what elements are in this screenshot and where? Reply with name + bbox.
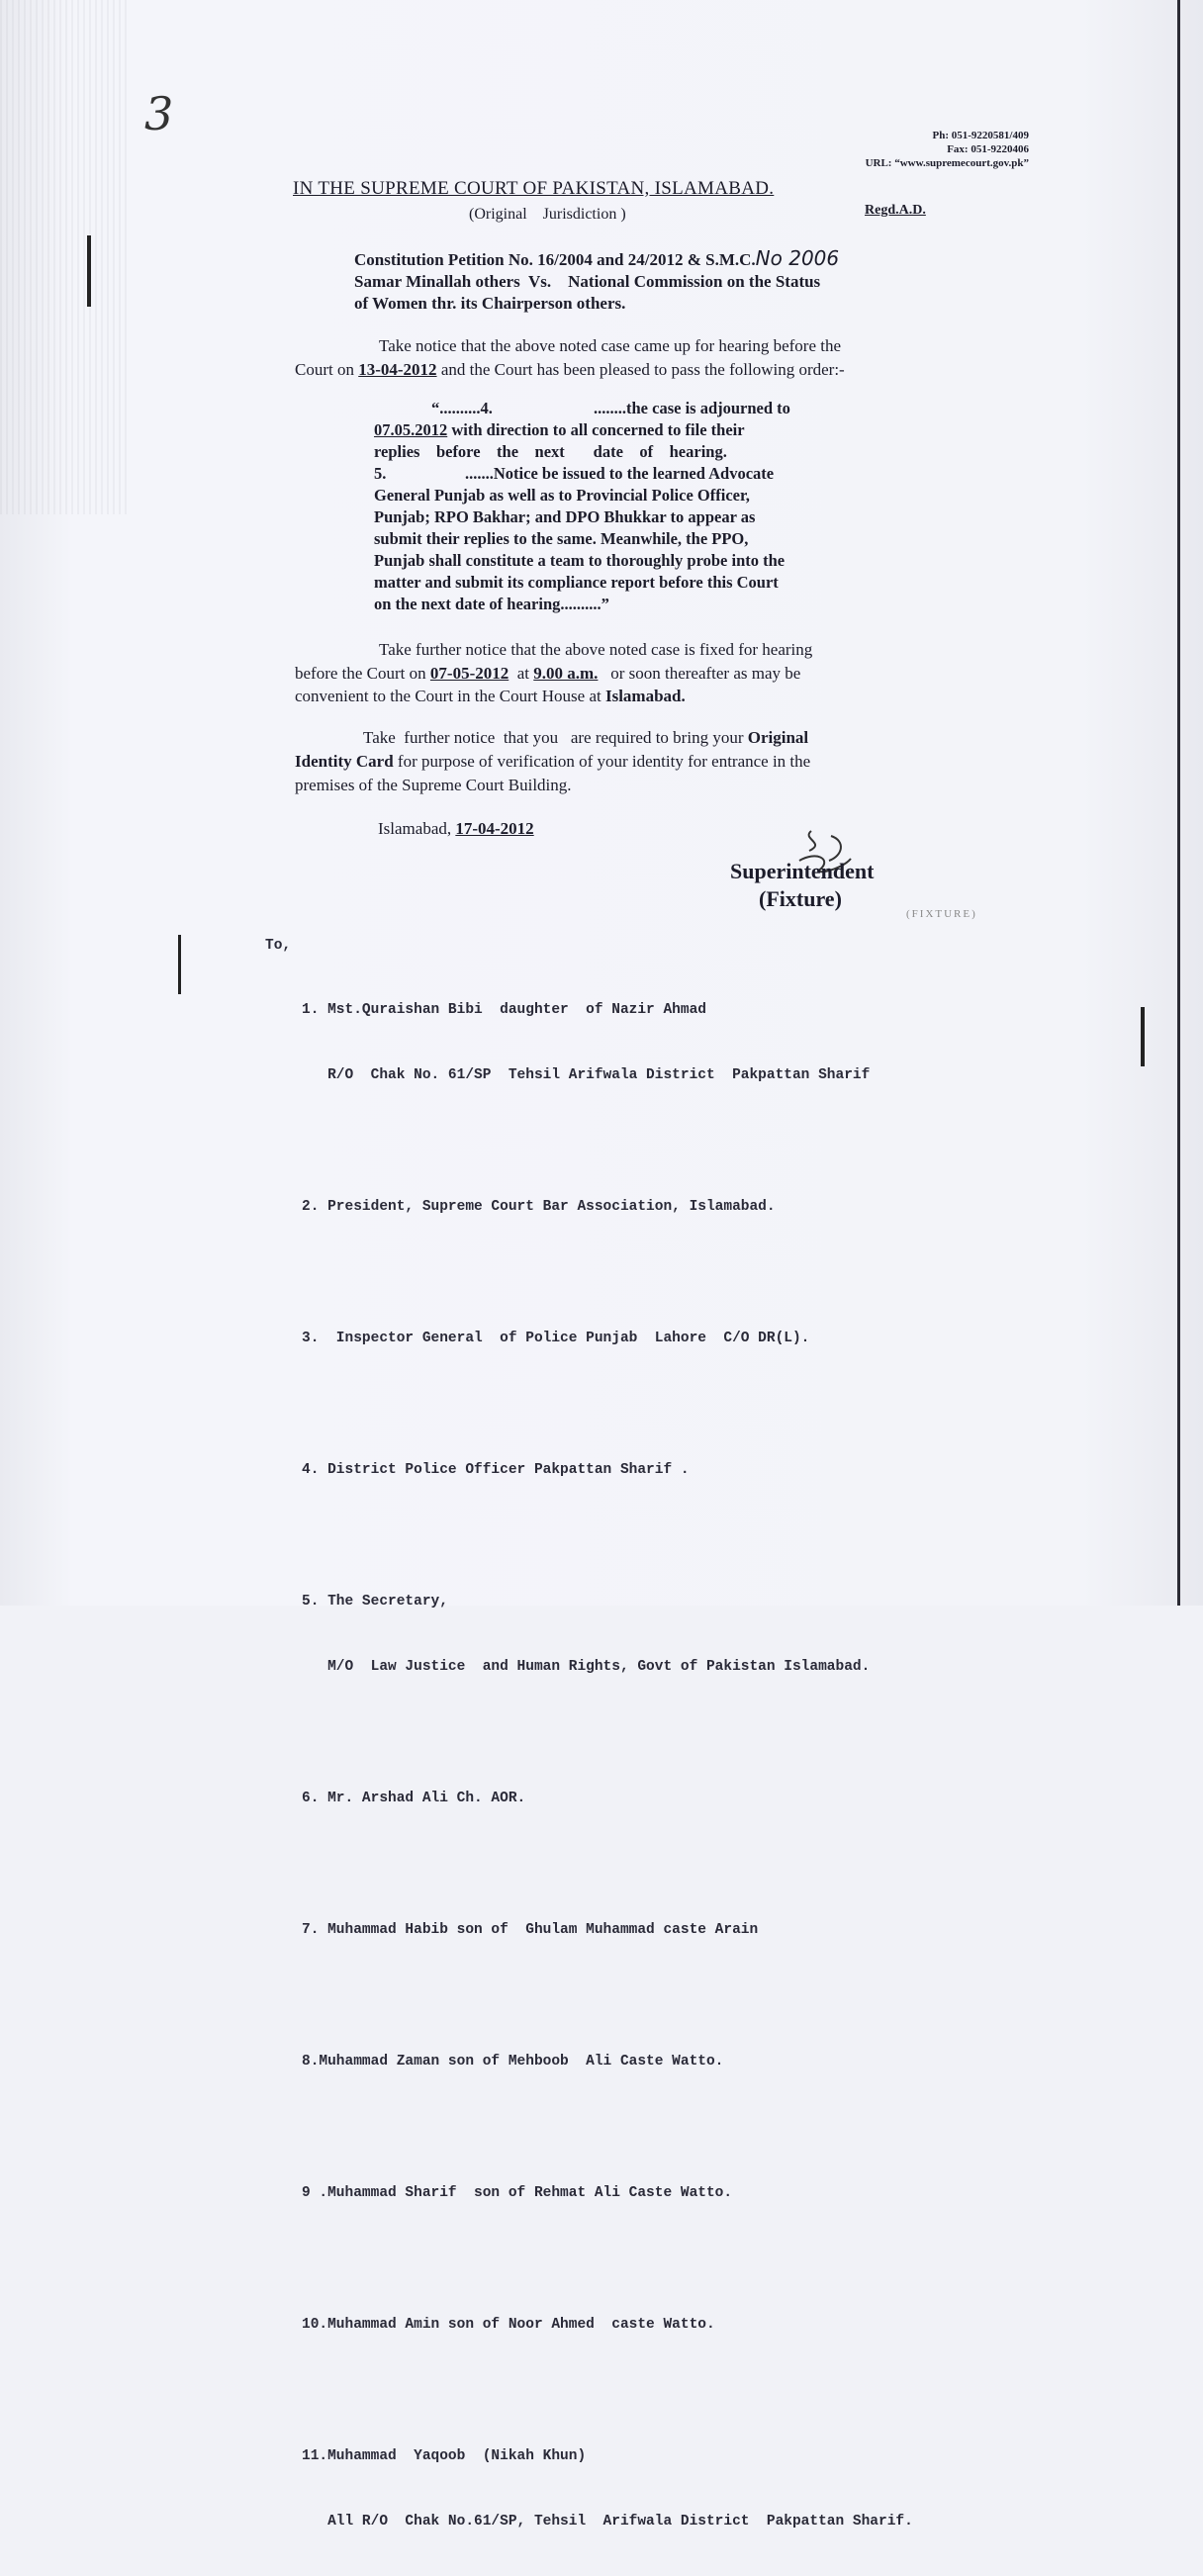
recipient-3: 3. Inspector General of Police Punjab Lahore C/O DR(L). bbox=[302, 1331, 810, 1346]
case-line-1: Constitution Petition No. 16/2004 and 24/2012 & S.M.C. bbox=[354, 250, 756, 269]
court-order: “..........4. ........the case is adjourned to 07.05.2012 with direction to all concerned to file their replies before the next date of hearing. 5. .......Notice be issued to the learned Advocate General Punjab as well as to Provincial Police Officer, Punjab; RPO Bakhar; and DPO Bhukkar to appear as submit their replies to the same. Meanwhile, the PPO, Punjab shall constitute a team to thoroughly probe into the matter and submit its compliance report before this Court on the next date of hearing..........” bbox=[374, 398, 875, 615]
order-line-1: ........the case is adjourned to bbox=[594, 399, 790, 417]
order-line-10: on the next date of hearing..........” bbox=[374, 595, 609, 613]
recipient-11: 11.Muhammad Yaqoob (Nikah Khun) bbox=[302, 2448, 587, 2464]
url: URL: “www.supremecourt.gov.pk” bbox=[865, 157, 1029, 169]
order-line-7: submit their replies to the same. Meanwhile, the PPO, bbox=[374, 529, 749, 548]
order-para-5: 5. bbox=[374, 464, 387, 483]
page-edge-line bbox=[1177, 0, 1180, 1606]
handwritten-page-number: 3 bbox=[144, 87, 174, 140]
recipient-9: 9 .Muhammad Sharif son of Rehmat Ali Caste Watto. bbox=[302, 2185, 733, 2201]
phone: Ph: 051-9220581/409 bbox=[932, 130, 1029, 141]
handwritten-case-number: No 2006 bbox=[755, 246, 840, 270]
order-line-8: Punjab shall constitute a team to thoroughly probe into the bbox=[374, 551, 786, 570]
scan-noise bbox=[0, 0, 129, 514]
case-heading bbox=[354, 247, 839, 315]
recipient-1-address: R/O Chak No. 61/SP Tehsil Arifwala District Pakpattan Sharif bbox=[302, 1067, 871, 1083]
adjourned-date: 07.05.2012 bbox=[374, 420, 448, 439]
order-line-9: matter and submit its compliance report before this Court bbox=[374, 573, 779, 592]
notice-2-line-2: before the Court on 07-05-2012 at 9.00 a.m. or soon thereafter as may be bbox=[295, 664, 801, 683]
order-line-4: .......Notice be issued to the learned Advocate bbox=[465, 464, 775, 483]
margin-mark bbox=[178, 935, 181, 994]
jurisdiction: (Original Jurisdiction ) bbox=[469, 206, 626, 223]
margin-mark bbox=[87, 235, 91, 307]
order-line-6: Punjab; RPO Bakhar; and DPO Bhukkar to appear as bbox=[374, 507, 756, 526]
fax: Fax: 051-9220406 bbox=[947, 143, 1029, 155]
hearing-time: 9.00 a.m. bbox=[533, 664, 599, 683]
court-city: Islamabad. bbox=[604, 687, 686, 705]
to-label: To, bbox=[265, 938, 292, 954]
notice-1-line-1: Take notice that the above noted case came up for hearing before the bbox=[379, 336, 842, 355]
recipient-10: 10.Muhammad Amin son of Noor Ahmed caste Watto. bbox=[302, 2317, 715, 2333]
notice-1-line-2: Court on 13-04-2012 and the Court has been pleased to pass the following order:- bbox=[295, 360, 845, 379]
order-line-5: General Punjab as well as to Provincial Police Officer, bbox=[374, 486, 750, 505]
recipient-11-address: All R/O Chak No.61/SP, Tehsil Arifwala District Pakpattan Sharif. bbox=[302, 2514, 913, 2530]
signatory-subtitle: (Fixture) bbox=[759, 886, 842, 911]
dated-line: Islamabad, 17-04-2012 bbox=[378, 819, 534, 838]
order-line-3: replies before the next date of hearing. bbox=[374, 442, 727, 461]
notice-2-line-1: Take further notice that the above noted case is fixed for hearing bbox=[379, 640, 813, 659]
recipient-4: 4. District Police Officer Pakpattan Sharif . bbox=[302, 1462, 690, 1478]
court-title: IN THE SUPREME COURT OF PAKISTAN, ISLAMABAD. bbox=[293, 178, 775, 199]
notice-3-line-2: Identity Card for purpose of verification of your identity for entrance in the bbox=[295, 752, 811, 771]
notice-3-line-3: premises of the Supreme Court Building. bbox=[295, 776, 572, 794]
recipients-list bbox=[302, 956, 913, 2576]
margin-mark bbox=[1141, 1007, 1145, 1066]
registered-ad: Regd.A.D. bbox=[865, 203, 926, 218]
recipient-6: 6. Mr. Arshad Ali Ch. AOR. bbox=[302, 1791, 526, 1806]
recipient-7: 7. Muhammad Habib son of Ghulam Muhammad caste Arain bbox=[302, 1922, 759, 1938]
hearing-date: 13-04-2012 bbox=[358, 360, 437, 379]
issue-date: 17-04-2012 bbox=[455, 819, 534, 838]
signatory-title: Superintendent bbox=[730, 859, 875, 883]
case-line-3: of Women thr. its Chairperson others. bbox=[354, 294, 626, 313]
recipient-5-address: M/O Law Justice and Human Rights, Govt of Pakistan Islamabad. bbox=[302, 1659, 871, 1675]
recipient-1: 1. Mst.Quraishan Bibi daughter of Nazir Ahmad bbox=[302, 1002, 706, 1018]
next-hearing-date: 07-05-2012 bbox=[429, 664, 509, 683]
recipient-2: 2. President, Supreme Court Bar Association, Islamabad. bbox=[302, 1199, 776, 1215]
case-line-2: Samar Minallah others Vs. National Commission on the Status bbox=[354, 272, 821, 291]
order-para-4: “..........4. bbox=[431, 399, 493, 417]
notice-3-line-1: Take further notice that you are required to bring your Original bbox=[363, 728, 809, 747]
recipient-8: 8.Muhammad Zaman son of Mehboob Ali Caste Watto. bbox=[302, 2054, 724, 2070]
contact-block bbox=[866, 129, 1029, 170]
recipient-5: 5. The Secretary, bbox=[302, 1594, 448, 1610]
faint-stamp-text: (FIXTURE) bbox=[906, 908, 977, 920]
notice-2-line-3: convenient to the Court in the Court House at Islamabad. bbox=[295, 687, 686, 705]
